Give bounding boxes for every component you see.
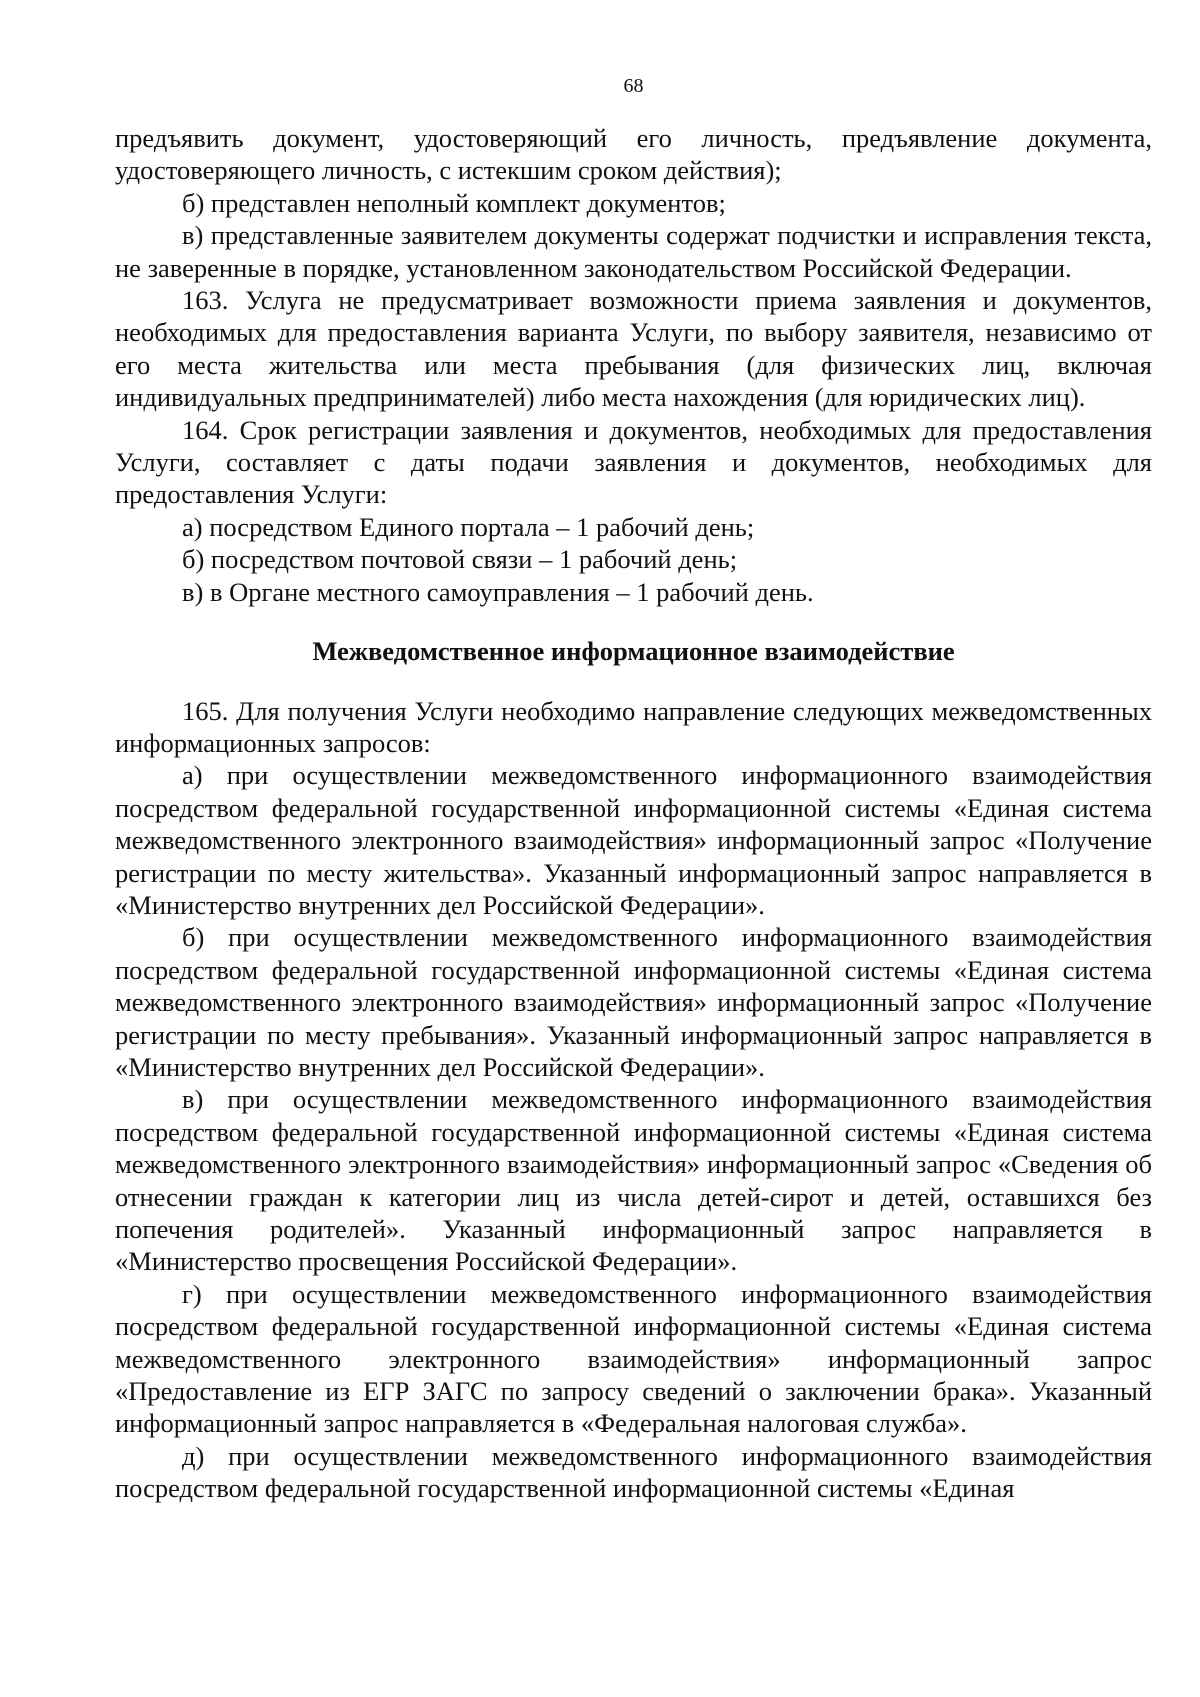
paragraph: б) посредством почтовой связи – 1 рабочий день; <box>182 544 738 575</box>
paragraph: а) при осуществлении межведомственного информационного взаимодействия посредством федеральной государственной информационной системы «Единая система межведомственного электронного взаимодействия» информационный запрос «Получение регистрации по месту жительства». Указанный информационный запрос направляется в «Министерство внутренних дел Российской Федерации». <box>115 760 1152 920</box>
page-number: 68 <box>623 75 644 97</box>
paragraph: г) при осуществлении межведомственного информационного взаимодействия посредством федеральной государственной информационной системы «Единая система межведомственного электронного взаимодействия» информационный запрос «Предоставление из ЕГР ЗАГС по запросу сведений о заключении брака». Указанный информационный запрос направляется в «Федеральная налоговая служба». <box>115 1278 1152 1439</box>
document-page <box>115 72 1152 1505</box>
paragraphs-top <box>115 122 1152 608</box>
paragraph: 164. Срок регистрации заявления и документов, необходимых для предоставления Услуги, составляет с даты подачи заявления и документов, необходимых для предоставления Услуги: <box>115 414 1152 510</box>
section-heading: Межведомственное информационное взаимодействие <box>312 636 955 667</box>
paragraph: в) в Органе местного самоуправления – 1 рабочий день. <box>182 576 814 607</box>
paragraph: а) посредством Единого портала – 1 рабочий день; <box>182 511 755 542</box>
paragraph: б) при осуществлении межведомственного информационного взаимодействия посредством федеральной государственной информационной системы «Единая система межведомственного электронного взаимодействия» информационный запрос «Получение регистрации по месту пребывания». Указанный информационный запрос направляется в «Министерство внутренних дел Российской Федерации». <box>115 922 1152 1082</box>
paragraph: 165. Для получения Услуги необходимо направление следующих межведомственных информационных запросов: <box>115 695 1152 758</box>
paragraph: предъявить документ, удостоверяющий его личность, предъявление документа, удостоверяющего личность, с истекшим сроком действия); <box>115 123 1152 186</box>
paragraph: в) представленные заявителем документы содержат подчистки и исправления текста, не заверенные в порядке, установленном законодательством Российской Федерации. <box>115 220 1152 283</box>
paragraph: д) при осуществлении межведомственного информационного взаимодействия посредством федеральной государственной информационной системы «Единая <box>115 1440 1152 1504</box>
paragraph: в) при осуществлении межведомственного информационного взаимодействия посредством федеральной государственной информационной системы «Единая система межведомственного электронного взаимодействия» информационный запрос «Сведения об отнесении граждан к категории лиц из числа детей-сирот и детей, оставшихся без попечения родителей». Указанный информационный запрос направляется в «Министерство просвещения Российской Федерации». <box>115 1084 1152 1277</box>
paragraph: 163. Услуга не предусматривает возможности приема заявления и документов, необходимых для предоставления варианта Услуги, по выбору заявителя, независимо от его места жительства или места пребывания (для физических лиц, включая индивидуальных предпринимателей) либо места нахождения (для юридических лиц). <box>115 285 1152 413</box>
paragraphs-bottom <box>115 695 1152 1505</box>
paragraph: б) представлен неполный комплект документов; <box>182 187 726 218</box>
